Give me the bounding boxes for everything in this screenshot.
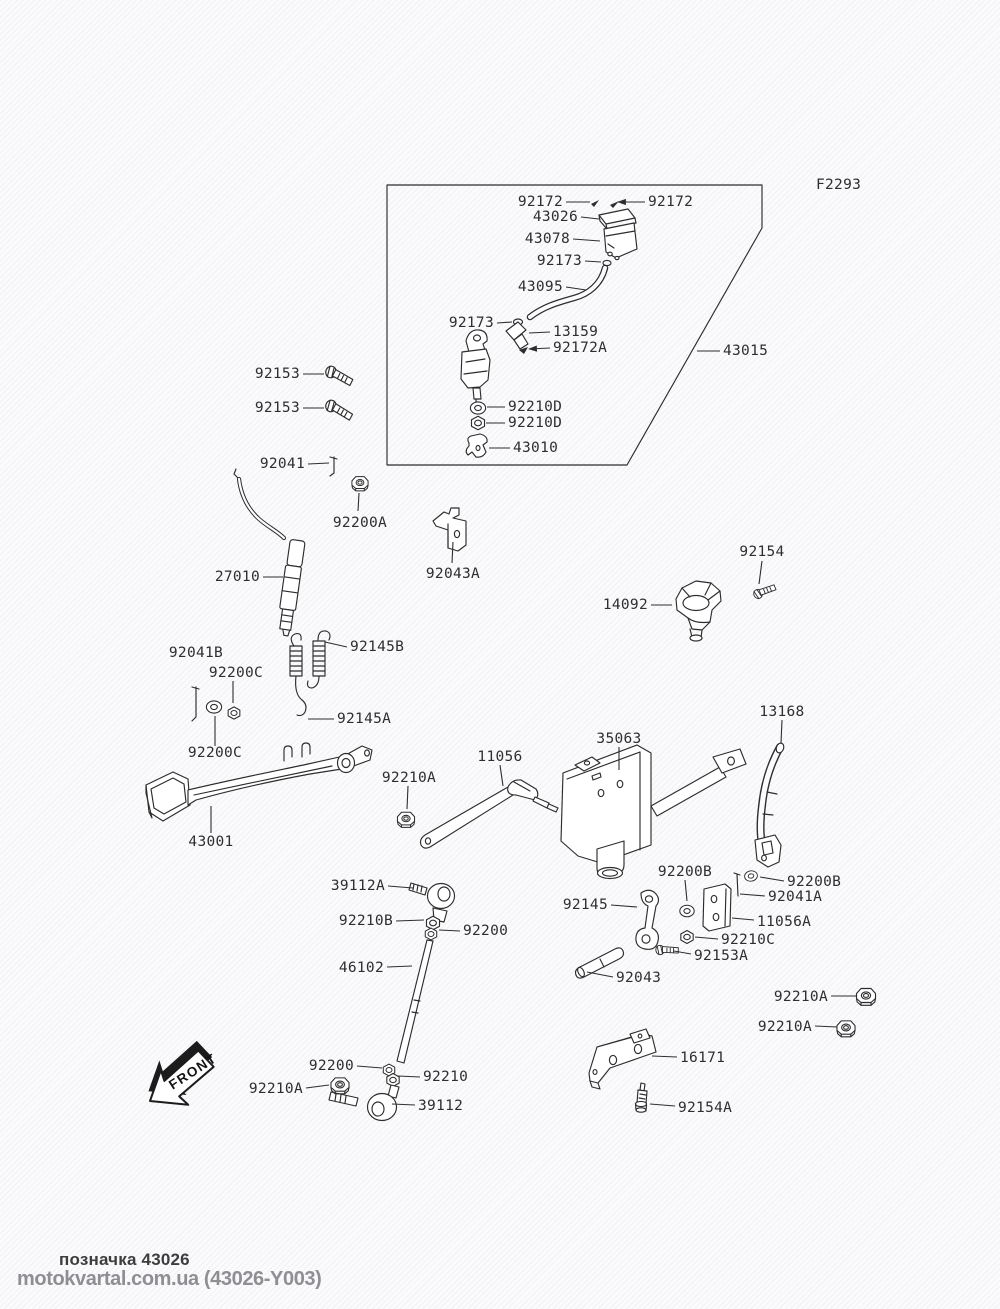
part-label-92145: 92145 <box>562 897 608 913</box>
part-label-39112: 39112 <box>418 1098 464 1114</box>
bolt-92153-2 <box>324 399 355 421</box>
screw-92154 <box>752 580 777 602</box>
leader-line-92200B <box>760 877 784 881</box>
part-label-92172A: 92172A <box>553 340 608 356</box>
part-label-92154: 92154 <box>739 544 785 560</box>
part-label-92153A: 92153A <box>694 948 749 964</box>
nut-92200A <box>352 477 368 491</box>
leader-line-43095 <box>566 287 586 290</box>
leader-line-92173 <box>497 322 512 323</box>
leader-line-92172A <box>529 348 550 349</box>
part-label-92041A: 92041A <box>768 889 823 905</box>
leader-line-92145 <box>611 905 637 907</box>
leader-line-92173 <box>585 261 601 262</box>
leader-line-92210A <box>407 786 408 809</box>
part-label-92200B: 92200B <box>657 864 713 880</box>
cable-27010 <box>234 469 305 636</box>
leader-line-16171 <box>652 1056 677 1057</box>
bolt-92153A <box>655 942 679 958</box>
part-label-92210A: 92210A <box>773 989 828 1005</box>
nut-92210D <box>472 416 485 430</box>
bracket-16171 <box>589 1029 656 1089</box>
part-label-92210B: 92210B <box>338 913 393 929</box>
part-label-92200C: 92200C <box>187 745 243 761</box>
part-label-92153: 92153 <box>254 366 300 382</box>
part-label-92172: 92172 <box>648 194 694 210</box>
leader-line-92210 <box>398 1076 420 1077</box>
leader-line-92041 <box>308 463 329 464</box>
rod-46102 <box>397 940 433 1063</box>
part-label-92210A: 92210A <box>381 770 437 786</box>
leader-line-43078 <box>573 239 600 241</box>
part-label-92210A: 92210A <box>248 1081 303 1097</box>
rod-11056 <box>421 780 559 848</box>
part-label-92210C: 92210C <box>721 932 776 948</box>
bolt-92154A <box>636 1083 648 1112</box>
figure-code: F2293 <box>816 177 862 193</box>
leader-line-92210A <box>306 1085 329 1088</box>
nut-92200C <box>228 707 240 719</box>
leader-line-92210B <box>396 920 424 921</box>
pin-92041B <box>192 687 199 721</box>
leader-line-13159 <box>529 332 550 333</box>
part-label-43078: 43078 <box>524 231 570 247</box>
washer-92200C <box>206 701 221 713</box>
knob-14092 <box>676 581 721 641</box>
link-92145 <box>636 890 659 949</box>
leader-line-92210C <box>695 937 718 939</box>
nut-92210A-pedal <box>397 812 414 827</box>
part-label-92145B: 92145B <box>350 639 405 655</box>
part-label-39112A: 39112A <box>330 878 385 894</box>
nut-92210 <box>387 1074 399 1087</box>
washer-92200B-left <box>680 905 694 917</box>
bracket-35063 <box>561 745 746 879</box>
part-label-43015: 43015 <box>723 343 769 359</box>
watermark-part-note: позначка 43026 <box>59 1250 190 1269</box>
washer-92210D <box>470 402 485 414</box>
bolt-92153-1 <box>324 365 355 386</box>
nut-92210A-right-2 <box>837 1021 855 1037</box>
part-label-92173: 92173 <box>536 253 582 269</box>
part-label-13159: 13159 <box>553 324 599 340</box>
leader-line-46102 <box>387 966 412 967</box>
part-label-11056: 11056 <box>477 749 523 765</box>
part-label-43001: 43001 <box>188 834 234 850</box>
part-label-92200: 92200 <box>308 1058 354 1074</box>
part-label-92043A: 92043A <box>425 566 481 582</box>
part-label-43095: 43095 <box>517 279 563 295</box>
leader-line-92145B <box>325 642 347 647</box>
leader-line-43026 <box>581 217 599 219</box>
part-label-92173: 92173 <box>448 315 494 331</box>
reservoir-assembly <box>591 200 637 266</box>
part-label-92200: 92200 <box>463 923 509 939</box>
part-label-92154A: 92154A <box>678 1100 733 1116</box>
hose-43095 <box>514 268 606 325</box>
leader-line-92041A <box>740 894 765 896</box>
leader-line-92154 <box>759 561 762 584</box>
leader-lines-layer <box>208 202 856 1106</box>
pin-92041 <box>330 457 337 476</box>
bracket-92043A <box>433 508 466 551</box>
nut-92210A-right-1 <box>857 989 876 1006</box>
nut-92200-upper <box>425 928 436 940</box>
block-11056A <box>703 884 731 931</box>
part-label-11056A: 11056A <box>757 914 812 930</box>
part-label-92041: 92041 <box>259 456 305 472</box>
part-label-92210A: 92210A <box>757 1019 812 1035</box>
leader-line-13168 <box>781 720 782 743</box>
part-label-92200B: 92200B <box>787 874 842 890</box>
leader-line-92200 <box>439 930 460 931</box>
spring-92145-right <box>308 631 331 688</box>
front-arrow <box>134 1034 229 1121</box>
leader-line-11056A <box>732 918 754 920</box>
part-label-43010: 43010 <box>513 440 559 456</box>
part-label-16171: 16171 <box>680 1050 726 1066</box>
part-label-92043: 92043 <box>616 970 662 986</box>
part-labels-layer <box>169 194 841 1116</box>
leader-line-92200 <box>357 1066 382 1068</box>
watermark-site: motokvartal.com.ua (43026-Y003) <box>17 1268 322 1290</box>
leader-line-92200A <box>358 493 359 511</box>
leader-line-92043 <box>587 972 613 977</box>
rod-13168 <box>755 742 785 867</box>
nut-92210A-left <box>331 1078 349 1094</box>
master-cylinder-body <box>461 330 490 457</box>
leader-line-11056 <box>500 765 503 786</box>
brake-pedal-43001 <box>146 743 372 821</box>
leader-line-39112A <box>388 886 413 888</box>
part-label-27010: 27010 <box>214 569 260 585</box>
leader-line-92154A <box>650 1104 675 1106</box>
washer-92200B-right <box>744 870 758 882</box>
part-label-43026: 43026 <box>532 209 578 225</box>
part-label-35063: 35063 <box>596 731 642 747</box>
part-label-46102: 46102 <box>338 960 384 976</box>
part-label-92041B: 92041B <box>168 645 224 661</box>
spring-92145-left <box>290 634 306 716</box>
leader-line-92210A <box>815 1026 837 1027</box>
part-label-92172: 92172 <box>517 194 563 210</box>
part-label-92200A: 92200A <box>332 515 388 531</box>
fitting-13159 <box>506 322 528 354</box>
part-label-13168: 13168 <box>759 704 805 720</box>
pin-92041A <box>734 873 740 896</box>
part-label-92210D: 92210D <box>508 399 563 415</box>
part-label-92210D: 92210D <box>508 415 563 431</box>
part-label-92210: 92210 <box>423 1069 469 1085</box>
leader-line-92200B <box>685 880 687 901</box>
part-label-92145A: 92145A <box>337 711 392 727</box>
nut-92210B <box>427 916 440 930</box>
part-label-92153: 92153 <box>254 400 300 416</box>
front-label: FRONT <box>166 1050 220 1093</box>
part-label-92200C: 92200C <box>208 665 264 681</box>
oring-92173-top <box>603 260 611 265</box>
nut-92210C <box>681 931 693 944</box>
part-label-14092: 14092 <box>602 597 648 613</box>
